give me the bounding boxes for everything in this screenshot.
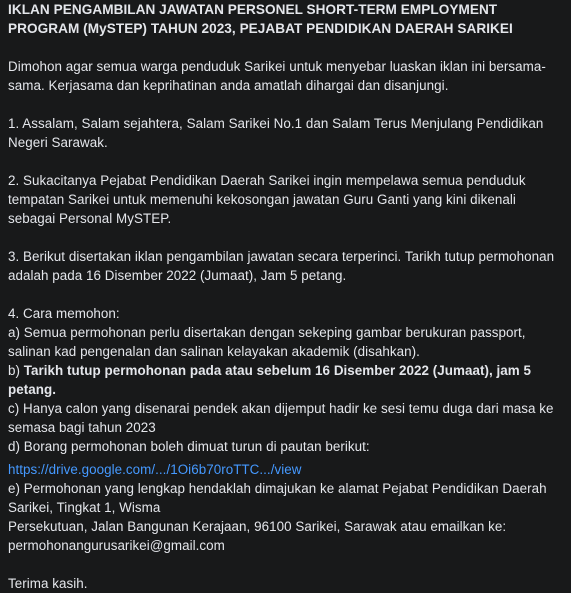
spacer bbox=[8, 152, 565, 171]
point-1: 1. Assalam, Salam sejahtera, Salam Sarikei No.1 dan Salam Terus Menjulang Pendidikan Negeri Sarawak. bbox=[8, 116, 544, 150]
point-4e-line-2: Persekutuan, Jalan Bangunan Kerajaan, 96100 Sarikei, Sarawak atau emailkan ke: permohonangurusarikei@gmail.com bbox=[8, 519, 507, 553]
point-4d: d) Borang permohonan boleh dimuat turun di pautan berikut: bbox=[8, 439, 370, 454]
spacer bbox=[8, 95, 565, 114]
closing: Terima kasih. bbox=[8, 576, 88, 591]
spacer bbox=[8, 38, 565, 57]
point-4e-line-1: e) Permohonan yang lengkap hendaklah dimajukan ke alamat Pejabat Pendidikan Daerah Sarikei, Tingkat 1, Wisma bbox=[8, 481, 547, 515]
application-form-link[interactable]: https://drive.google.com/.../1Oi6b70roTTC.../view bbox=[8, 462, 302, 477]
point-4-heading: 4. Cara memohon: bbox=[8, 306, 120, 321]
point-4c: c) Hanya calon yang disenarai pendek akan dijemput hadir ke sesi temu duga dari masa ke semasa bagi tahun 2023 bbox=[8, 401, 554, 435]
point-2: 2. Sukacitanya Pejabat Pendidikan Daerah Sarikei ingin mempelawa semua penduduk tempatan Sarikei untuk memenuhi kekosongan jawatan Guru Ganti yang kini dikenali sebagai Personal MySTEP. bbox=[8, 173, 526, 226]
spacer bbox=[8, 555, 565, 574]
point-4a: a) Semua permohonan perlu disertakan dengan sekeping gambar berukuran passport, salinan kad pengenalan dan salinan kelayakan akademik (disahkan). bbox=[8, 325, 526, 359]
point-4b bbox=[8, 361, 565, 399]
spacer bbox=[8, 285, 565, 304]
post-title: IKLAN PENGAMBILAN JAWATAN PERSONEL SHORT-TERM EMPLOYMENT PROGRAM (MySTEP) TAHUN 2023, PEJABAT PENDIDIKAN DAERAH SARIKEI bbox=[8, 2, 513, 36]
point-4b-prefix: b) bbox=[8, 363, 24, 378]
intro-paragraph: Dimohon agar semua warga penduduk Sarikei untuk menyebar luaskan iklan ini bersama-sama. Kerjasama dan keprihatinan anda amatlah dihargai dan disanjungi. bbox=[8, 59, 546, 93]
spacer bbox=[8, 228, 565, 247]
point-3: 3. Berikut disertakan iklan pengambilan jawatan secara terperinci. Tarikh tutup permohonan adalah pada 16 Disember 2022 (Jumaat), Jam 5 petang. bbox=[8, 249, 555, 283]
point-4b-bold: Tarikh tutup permohonan pada atau sebelum 16 Disember 2022 (Jumaat), jam 5 petang. bbox=[8, 363, 532, 397]
